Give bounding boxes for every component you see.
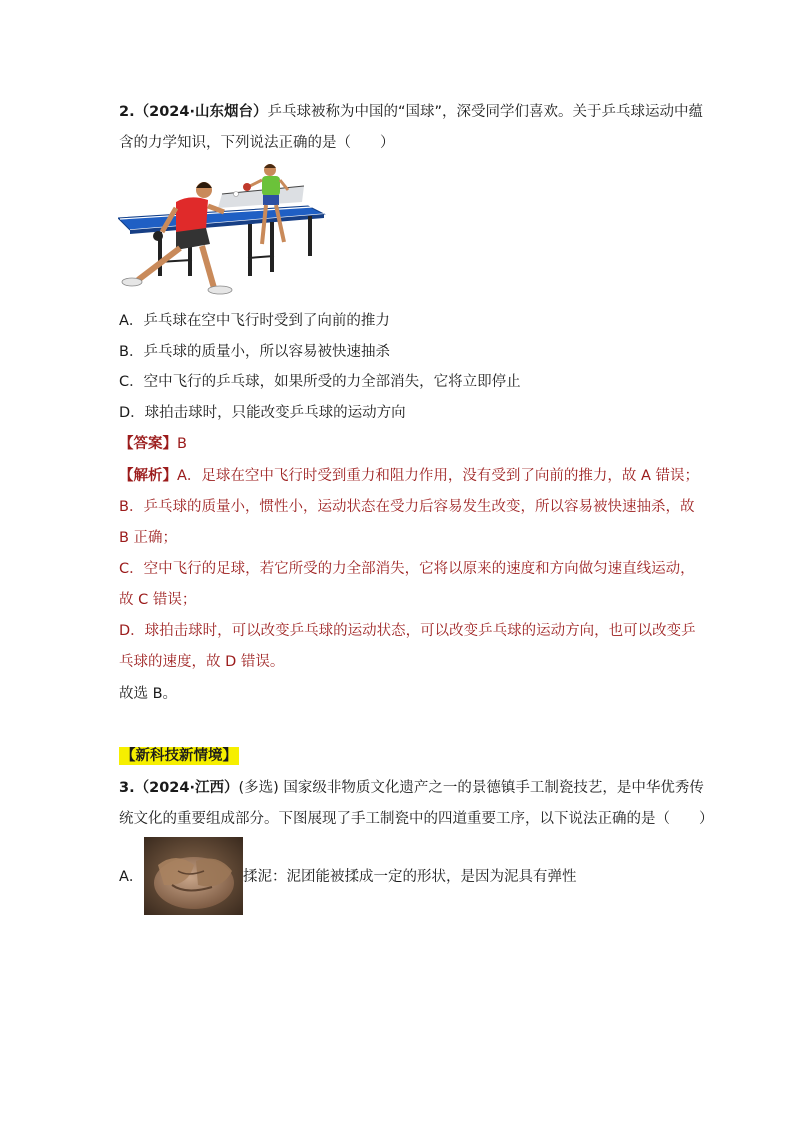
q3-number: 3. xyxy=(119,780,135,796)
answer-value: B xyxy=(177,436,187,452)
q2-option-c: C．空中飞行的乒乓球，如果所受的力全部消失，它将立即停止 xyxy=(119,374,521,390)
clay-kneading-photo xyxy=(144,837,243,915)
q2-analysis-line4: C．空中飞行的足球，若它所受的力全部消失，它将以原来的速度和方向做匀速直线运动， xyxy=(119,561,695,577)
analysis-label: 【解析】 xyxy=(119,468,177,484)
q2-option-d: D．球拍击球时，只能改变乒乓球的运动方向 xyxy=(119,405,406,421)
section-tag xyxy=(119,746,239,766)
q2-source: （2024·山东烟台） xyxy=(134,104,268,120)
q2-analysis-line6: D．球拍击球时，可以改变乒乓球的运动状态，可以改变乒乓球的运动方向，也可以改变乒 xyxy=(119,623,696,639)
q2-option-b: B．乒乓球的质量小，所以容易被快速抽杀 xyxy=(119,344,390,360)
q2-analysis-line7: 乓球的速度，故 D 错误。 xyxy=(119,654,285,670)
q2-stem-text1: 乒乓球被称为中国的“国球”，深受同学们喜欢。关于乒乓球运动中蕴 xyxy=(267,104,704,120)
q2-answer xyxy=(119,434,187,454)
q2-option-a: A．乒乓球在空中飞行时受到了向前的推力 xyxy=(119,313,390,329)
q2-analysis-line1 xyxy=(119,466,699,486)
q3-option-a-label: A． xyxy=(119,869,144,885)
q2-stem-line2: 含的力学知识，下列说法正确的是（ ） xyxy=(119,135,395,151)
q3-option-a-text: 揉泥：泥团能被揉成一定的形状，是因为泥具有弹性 xyxy=(243,869,577,885)
answer-label: 【答案】 xyxy=(119,436,177,452)
q2-conclusion: 故选 B。 xyxy=(119,686,178,702)
q2-number: 2. xyxy=(119,104,135,120)
analysis-text: A．足球在空中飞行时受到重力和阻力作用，没有受到了向前的推力，故 A 错误； xyxy=(177,468,700,484)
q3-source: （2024·江西） xyxy=(134,780,239,796)
q2-analysis-line3: B 正确； xyxy=(119,530,178,546)
q2-analysis-line2: B．乒乓球的质量小，惯性小，运动状态在受力后容易发生改变，所以容易被快速抽杀，故 xyxy=(119,499,695,515)
q3-stem-text1: (多选) 国家级非物质文化遗产之一的景德镇手工制瓷技艺，是中华优秀传 xyxy=(238,780,704,796)
q2-stem-line1 xyxy=(119,102,703,122)
table-tennis-illustration xyxy=(118,162,330,298)
q3-stem-line1 xyxy=(119,778,704,798)
q3-stem-line2: 统文化的重要组成部分。下图展现了手工制瓷中的四道重要工序，以下说法正确的是（ ） xyxy=(119,811,714,827)
q2-analysis-line5: 故 C 错误； xyxy=(119,592,197,608)
section-tag-text: 【新科技新情境】 xyxy=(121,748,237,764)
